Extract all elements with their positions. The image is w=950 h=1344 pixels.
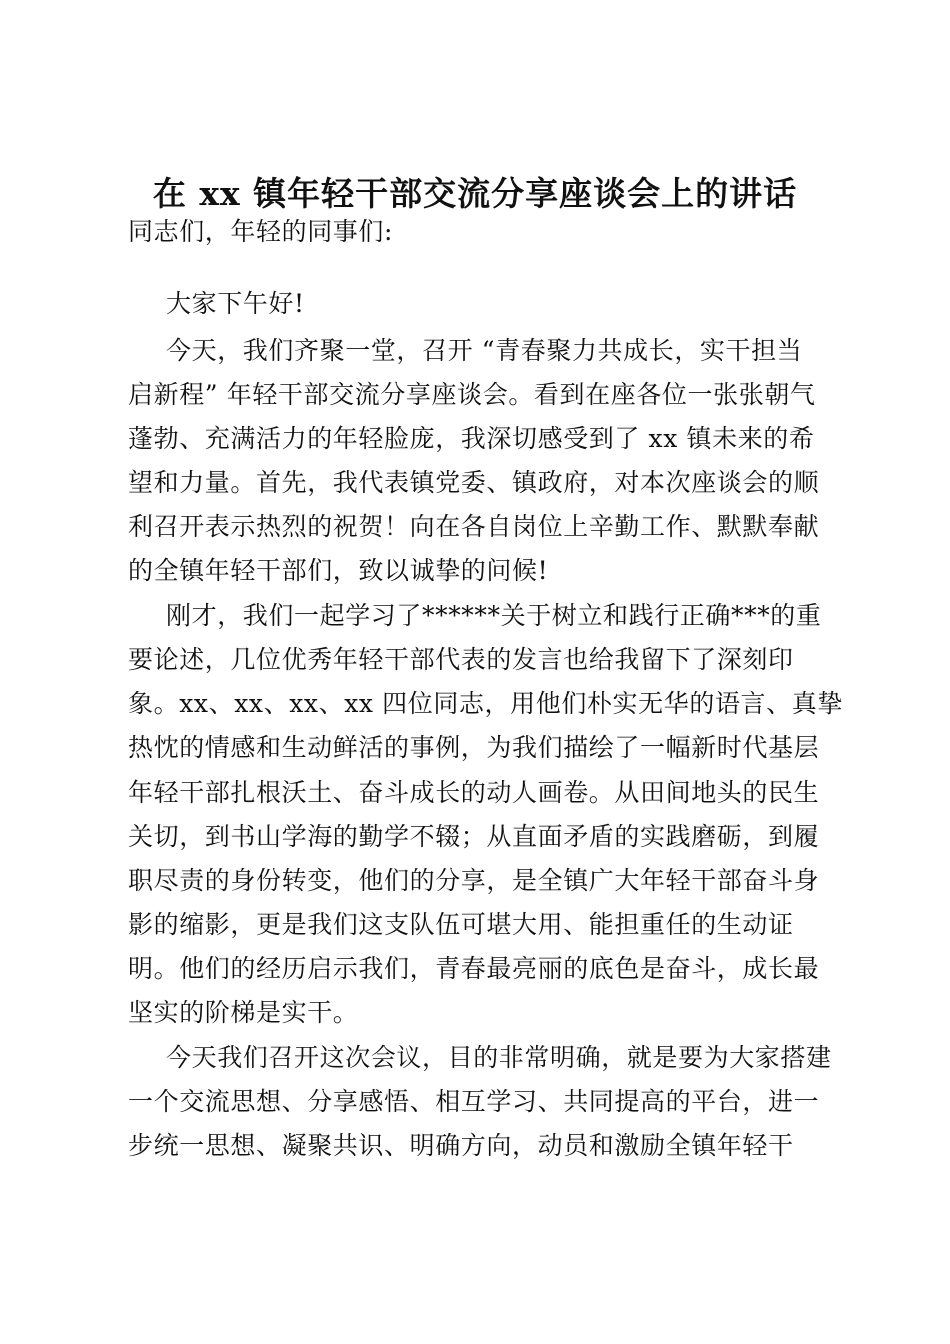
paragraph-line: 今天我们召开这次会议，目的非常明确，就是要为大家搭建 [166,1043,832,1072]
paragraph-line: 明。他们的经历启示我们，青春最亮丽的底色是奋斗，成长最 [128,954,820,983]
paragraph-line: 一个交流思想、分享感悟、相互学习、共同提高的平台，进一 [128,1087,820,1116]
paragraph-line: 启新程” 年轻干部交流分享座谈会。看到在座各位一张张朝气 [128,380,816,409]
paragraph-line: 关切，到书山学海的勤学不辍；从直面矛盾的实践磨砺，到履 [128,822,820,851]
paragraph-line: 热忱的情感和生动鲜活的事例，为我们描绘了一幅新时代基层 [128,733,820,762]
paragraph-line: 刚才，我们一起学习了******关于树立和践行正确***的重 [166,601,822,630]
paragraph-line: 利召开表示热烈的祝贺！向在各自岗位上辛勤工作、默默奉献 [128,512,820,541]
paragraph-line: 象。xx、xx、xx、xx 四位同志，用他们朴实无华的语言、真挚 [128,689,843,718]
paragraph-line: 年轻干部扎根沃土、奋斗成长的动人画卷。从田间地头的民生 [128,778,820,807]
paragraph-line: 的全镇年轻干部们，致以诚挚的问候! [128,556,549,585]
document-title: 在 xx 镇年轻干部交流分享座谈会上的讲话 [152,174,798,213]
paragraph-line: 今天，我们齐聚一堂，召开 “青春聚力共成长，实干担当 [166,336,803,365]
salutation-line: 同志们，年轻的同事们: [128,217,394,246]
greeting-line: 大家下午好! [166,289,305,318]
paragraph-line: 坚实的阶梯是实干。 [128,998,359,1027]
paragraph-line: 望和力量。首先，我代表镇党委、镇政府，对本次座谈会的顺 [128,468,820,497]
paragraph-line: 蓬勃、充满活力的年轻脸庞，我深切感受到了 xx 镇未来的希 [128,424,815,453]
paragraph-line: 要论述，几位优秀年轻干部代表的发言也给我留下了深刻印 [128,645,794,674]
paragraph-line: 步统一思想、凝聚共识、明确方向，动员和激励全镇年轻干 [128,1131,794,1160]
paragraph-line: 影的缩影，更是我们这支队伍可堪大用、能担重任的生动证 [128,910,794,939]
paragraph-line: 职尽责的身份转变，他们的分享，是全镇广大年轻干部奋斗身 [128,866,820,895]
